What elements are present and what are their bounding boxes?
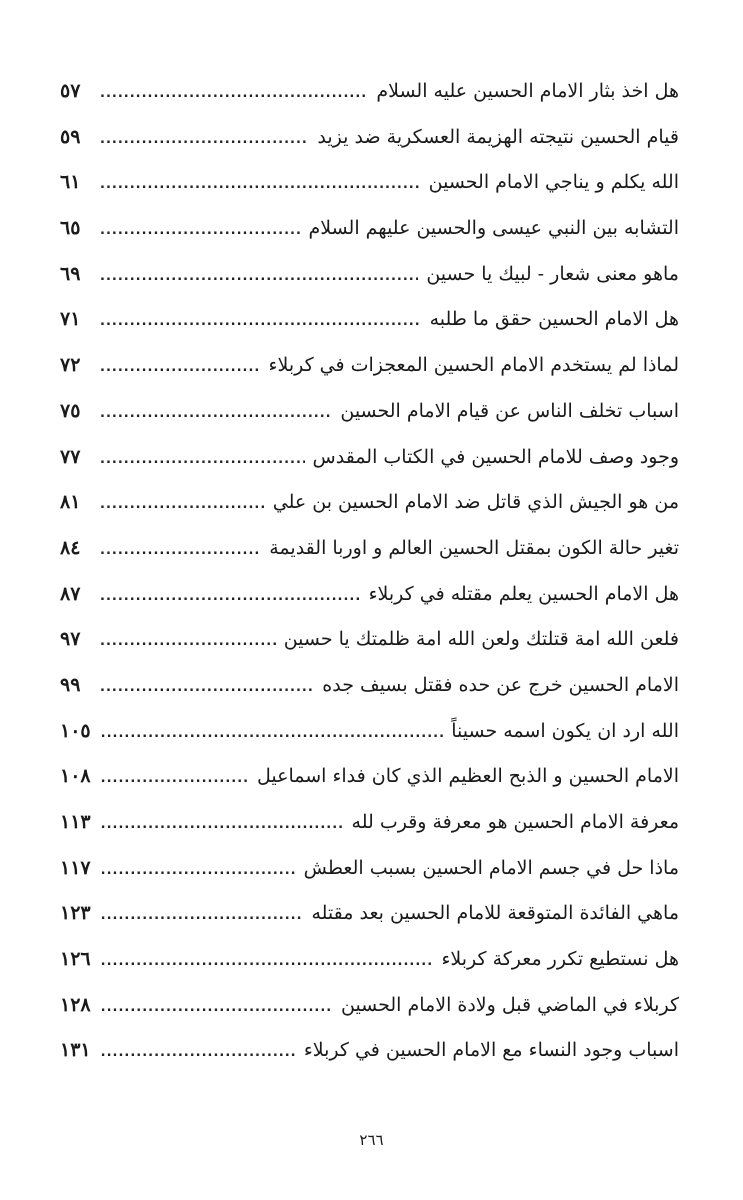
dot-leader — [101, 864, 296, 877]
dot-leader — [100, 133, 309, 146]
toc-entry — [60, 356, 679, 402]
toc-entry-page-number: ٧١ — [60, 308, 81, 331]
toc-entry-page-number: ٩٩ — [60, 673, 81, 696]
table-of-contents — [60, 82, 679, 1087]
toc-entry — [60, 536, 679, 585]
toc-entry-page-number: ٦٩ — [60, 262, 81, 285]
dot-leader — [100, 453, 305, 466]
toc-entry-page-number: ١٣١ — [60, 1039, 91, 1062]
toc-entry-page-number: ٥٧ — [60, 80, 81, 102]
toc-entry-title: معرفة الامام الحسين هو معرفة وقرب لله — [351, 811, 679, 833]
toc-entry — [60, 1041, 679, 1087]
toc-entry-title: هل الامام الحسين حقق ما طلبه — [429, 308, 679, 331]
toc-entry-title: هل نستطيع تكرر معركة كربلاء — [441, 948, 679, 971]
toc-entry — [60, 673, 679, 722]
dot-leader — [101, 818, 344, 831]
dot-leader — [100, 178, 421, 191]
toc-entry-title: لماذا لم يستخدم الامام الحسين المعجزات في كربلاء — [268, 354, 679, 377]
dot-leader — [100, 270, 418, 283]
dot-leader — [100, 681, 314, 694]
toc-entry-title: الله ارد ان يكون اسمه حسيناً — [451, 719, 679, 742]
toc-entry — [60, 125, 679, 174]
toc-entry — [60, 399, 679, 448]
toc-entry-title: هل اخذ بثار الامام الحسين عليه السلام — [376, 80, 679, 102]
toc-entry — [60, 219, 679, 265]
toc-entry-title: هل الامام الحسين يعلم مقتله في كربلاء — [368, 582, 679, 605]
dot-leader — [100, 407, 332, 420]
dot-leader — [100, 590, 361, 603]
toc-entry-page-number: ١١٣ — [60, 811, 91, 833]
toc-entry — [60, 950, 679, 996]
toc-entry — [60, 82, 679, 128]
dot-leader — [101, 772, 249, 785]
toc-entry-page-number: ٧٧ — [60, 445, 81, 468]
dot-leader — [100, 544, 261, 557]
toc-entry — [60, 582, 679, 631]
dot-leader — [100, 224, 301, 237]
toc-entry-title: وجود وصف للامام الحسين في الكتاب المقدس — [312, 445, 679, 468]
toc-entry — [60, 173, 679, 219]
toc-entry-page-number: ٦١ — [60, 171, 81, 194]
toc-entry — [60, 493, 679, 539]
toc-entry-page-number: ١٢٦ — [60, 948, 91, 971]
toc-entry-title: قيام الحسين نتيجته الهزيمة العسكرية ضد يزيد — [317, 125, 679, 148]
dot-leader — [100, 87, 368, 100]
toc-entry-title: من هو الجيش الذي قاتل ضد الامام الحسين بن علي — [272, 491, 679, 514]
toc-entry-title: الامام الحسين خرج عن حده فقتل بسيف جده — [322, 673, 679, 696]
toc-entry — [60, 445, 679, 494]
toc-entry-page-number: ٦٥ — [60, 217, 81, 240]
toc-entry-title: ماذا حل في جسم الامام الحسين بسبب العطش — [303, 856, 679, 879]
toc-entry-page-number: ٧٢ — [60, 354, 81, 377]
toc-entry-page-number: ٧٥ — [60, 399, 81, 422]
toc-entry-page-number: ٨١ — [60, 491, 81, 514]
dot-leader — [101, 909, 304, 922]
dot-leader — [101, 727, 444, 740]
dot-leader — [101, 1046, 296, 1059]
dot-leader — [101, 1001, 333, 1014]
dot-leader — [101, 955, 434, 968]
toc-entry-title: اسباب وجود النساء مع الامام الحسين في كربلاء — [303, 1039, 679, 1062]
toc-entry — [60, 904, 679, 950]
toc-entry-page-number: ١٢٣ — [60, 902, 91, 925]
dot-leader — [100, 361, 261, 374]
toc-entry-title: الامام الحسين و الذبح العظيم الذي كان فداء اسماعيل — [256, 765, 679, 788]
toc-entry-title: اسباب تخلف الناس عن قيام الامام الحسين — [340, 399, 679, 422]
toc-entry — [60, 856, 679, 905]
toc-entry — [60, 630, 679, 676]
toc-entry-page-number: ١٠٥ — [60, 719, 91, 742]
toc-entry — [60, 262, 679, 311]
toc-entry-title: التشابه بين النبي عيسى والحسين عليهم السلام — [308, 217, 679, 240]
toc-entry-page-number: ١٢٨ — [60, 993, 91, 1016]
toc-entry — [60, 813, 679, 859]
toc-entry — [60, 310, 679, 356]
page-number: ٢٦٦ — [359, 1131, 384, 1149]
toc-entry — [60, 993, 679, 1042]
toc-entry-title: الله يكلم و يناجي الامام الحسين — [428, 171, 679, 194]
toc-entry-page-number: ١٠٨ — [60, 765, 91, 788]
toc-entry-page-number: ٨٧ — [60, 582, 81, 605]
toc-entry-page-number: ٩٧ — [60, 628, 81, 651]
toc-entry-title: ماهي الفائدة المتوقعة للامام الحسين بعد مقتله — [311, 902, 679, 925]
toc-entry — [60, 767, 679, 813]
toc-entry-title: فلعن الله امة قتلتك ولعن الله امة ظلمتك يا حسين — [283, 628, 679, 651]
toc-entry-page-number: ٥٩ — [60, 125, 81, 148]
dot-leader — [100, 315, 422, 328]
toc-entry-page-number: ٨٤ — [60, 536, 81, 559]
dot-leader — [100, 635, 276, 648]
dot-leader — [100, 498, 265, 511]
toc-entry-title: ماهو معنى شعار - لبيك يا حسين — [426, 262, 679, 285]
toc-entry — [60, 719, 679, 768]
toc-entry-page-number: ١١٧ — [60, 856, 91, 879]
toc-entry-title: تغير حالة الكون بمقتل الحسين العالم و اوربا القديمة — [269, 536, 679, 559]
toc-entry-title: كربلاء في الماضي قبل ولادة الامام الحسين — [340, 993, 679, 1016]
